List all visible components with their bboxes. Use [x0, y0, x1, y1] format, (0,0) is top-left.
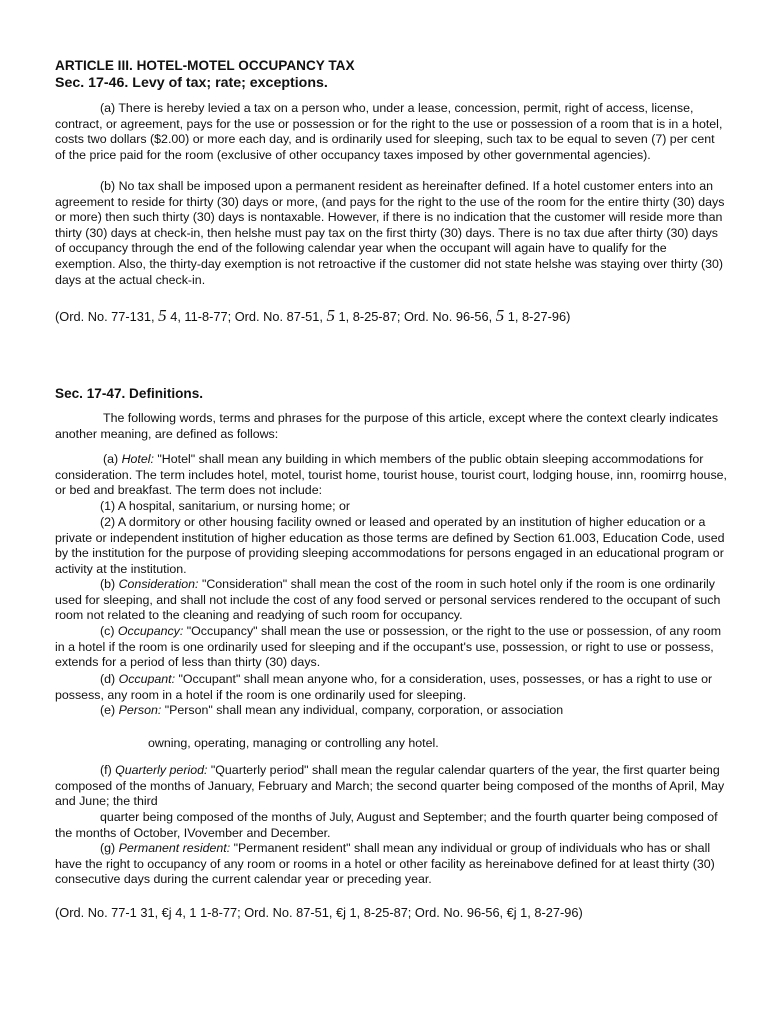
definition-quarterly-period: (f) Quarterly period: "Quarterly period" shall mean the regular calendar quarters of the year, the first quarter being composed of the months of January, February and March; the second quarter being composed of the months of April, May and June; the third: [55, 763, 725, 809]
definition-quarterly-period-continued: quarter being composed of the months of July, August and September; and the fourth quarter being composed of the months of October, IVovember and December.: [55, 810, 718, 840]
definition-term: Consideration:: [118, 577, 199, 591]
definition-hotel-exclusion-1: (1) A hospital, sanitarium, or nursing home; or: [100, 499, 350, 513]
section-17-46-citation: (Ord. No. 77-131, 5 4, 11-8-77; Ord. No. 87-51, 5 1, 8-25-87; Ord. No. 96-56, 5 1, 8-27-96): [55, 306, 571, 325]
definition-term: Hotel:: [121, 452, 154, 466]
definition-term: Quarterly period:: [115, 763, 208, 777]
definition-permanent-resident: (g) Permanent resident: "Permanent resident" shall mean any individual or group of individuals who has or shall have the right to occupancy of any room or rooms in a hotel or other facility as hereinabove defined for at least thirty (30) consecutive days during the current calendar year or preceding year.: [55, 841, 715, 887]
definition-term: Permanent resident:: [118, 841, 231, 855]
definition-term: Person:: [118, 703, 162, 717]
section-symbol: 5: [326, 306, 335, 325]
definition-term: Occupancy:: [117, 624, 184, 638]
paragraph-b-text: (b) No tax shall be imposed upon a permanent resident as hereinafter defined. If a hotel customer enters into an agreement to reside for thirty (30) days or more, (and pays for the right to the use of the room for the entire thirty (30) days or more) then such thirty (30) days is nontaxable. However, if there is no indication that the customer will reside more than thirty (30) days at check-in, then helshe must pay tax on the first thirty (30) days. There is no tax due after thirty (30) days of occupancy through the end of the following calendar year when the occupant will again have to qualify for the exemption. Also, the thirty-day exemption is not retroactive if the customer did not state helshe was staying over thirty (30) days at the actual check-in.: [55, 179, 725, 287]
section-17-47-intro: The following words, terms and phrases for the purpose of this article, except where the context clearly indicates another meaning, are defined as follows:: [55, 411, 719, 441]
definition-occupant: (d) Occupant: "Occupant" shall mean anyone who, for a consideration, uses, possesses, or has a right to use or possess, any room in a hotel if the room is one ordinarily used for sleeping.: [55, 672, 713, 702]
section-17-47-citation: (Ord. No. 77-1 31, €j 4, 1 1-8-77; Ord. No. 87-51, €j 1, 8-25-87; Ord. No. 96-56, €j 1, 8-27-96): [55, 905, 583, 920]
definition-consideration: (b) Consideration: "Consideration" shall mean the cost of the room in such hotel only if the room is one ordinarily used for sleeping, and shall not include the cost of any food served or personal services rendered to the occupant of such room not related to the cleaning and readying of such room for occupancy.: [55, 577, 721, 623]
article-title: ARTICLE III. HOTEL-MOTEL OCCUPANCY TAX: [55, 58, 355, 73]
section-17-46-paragraph-a: [55, 101, 727, 163]
definition-hotel: (a) Hotel: "Hotel" shall mean any building in which members of the public obtain sleeping accommodations for consideration. The term includes hotel, motel, tourist home, tourist house, tourist court, lodging house, inn, roomirrg house, or bed and breakfast. The term does not include:: [55, 452, 727, 498]
paragraph-a-text: (a) There is hereby levied a tax on a person who, under a lease, concession, permit, right of access, license, contract, or agreement, pays for the use or possession or for the right to the use or possession of a room that is in a hotel, costs two dollars ($2.00) or more each day, and is ordinarily used for sleeping, such tax to be equal to seven (7) per cent of the price paid for the room (exclusive of other occupancy taxes imposed by other governmental agencies).: [55, 101, 723, 162]
section-17-46-heading: Sec. 17-46. Levy of tax; rate; exceptions.: [55, 75, 328, 91]
section-symbol: 5: [495, 306, 505, 325]
section-17-46-paragraph-b: [55, 179, 727, 288]
section-symbol: 5: [158, 306, 167, 325]
definition-person: (e) Person: "Person" shall mean any individual, company, corporation, or association: [100, 703, 564, 717]
definition-person-continued: owning, operating, managing or controlling any hotel.: [148, 736, 439, 750]
definition-hotel-exclusion-2: (2) A dormitory or other housing facility owned or leased and operated by an institution of higher education or a private or independent institution of higher education as those terms are defined by Section 61.003, Education Code, used by the institution for the purpose of providing sleeping accommodations for persons engaged in an educational program or activity at the institution.: [55, 515, 725, 576]
section-17-47-heading: Sec. 17-47. Definitions.: [55, 386, 204, 401]
definition-occupancy: (c) Occupancy: "Occupancy" shall mean the use or possession, or the right to the use or possession, of any room in a hotel if the room is one ordinarily used for sleeping and if the occupant's use, possession, or right to use or possess, extends for a period of less than thirty (30) days.: [55, 624, 722, 670]
definition-term: Occupant:: [118, 672, 176, 686]
